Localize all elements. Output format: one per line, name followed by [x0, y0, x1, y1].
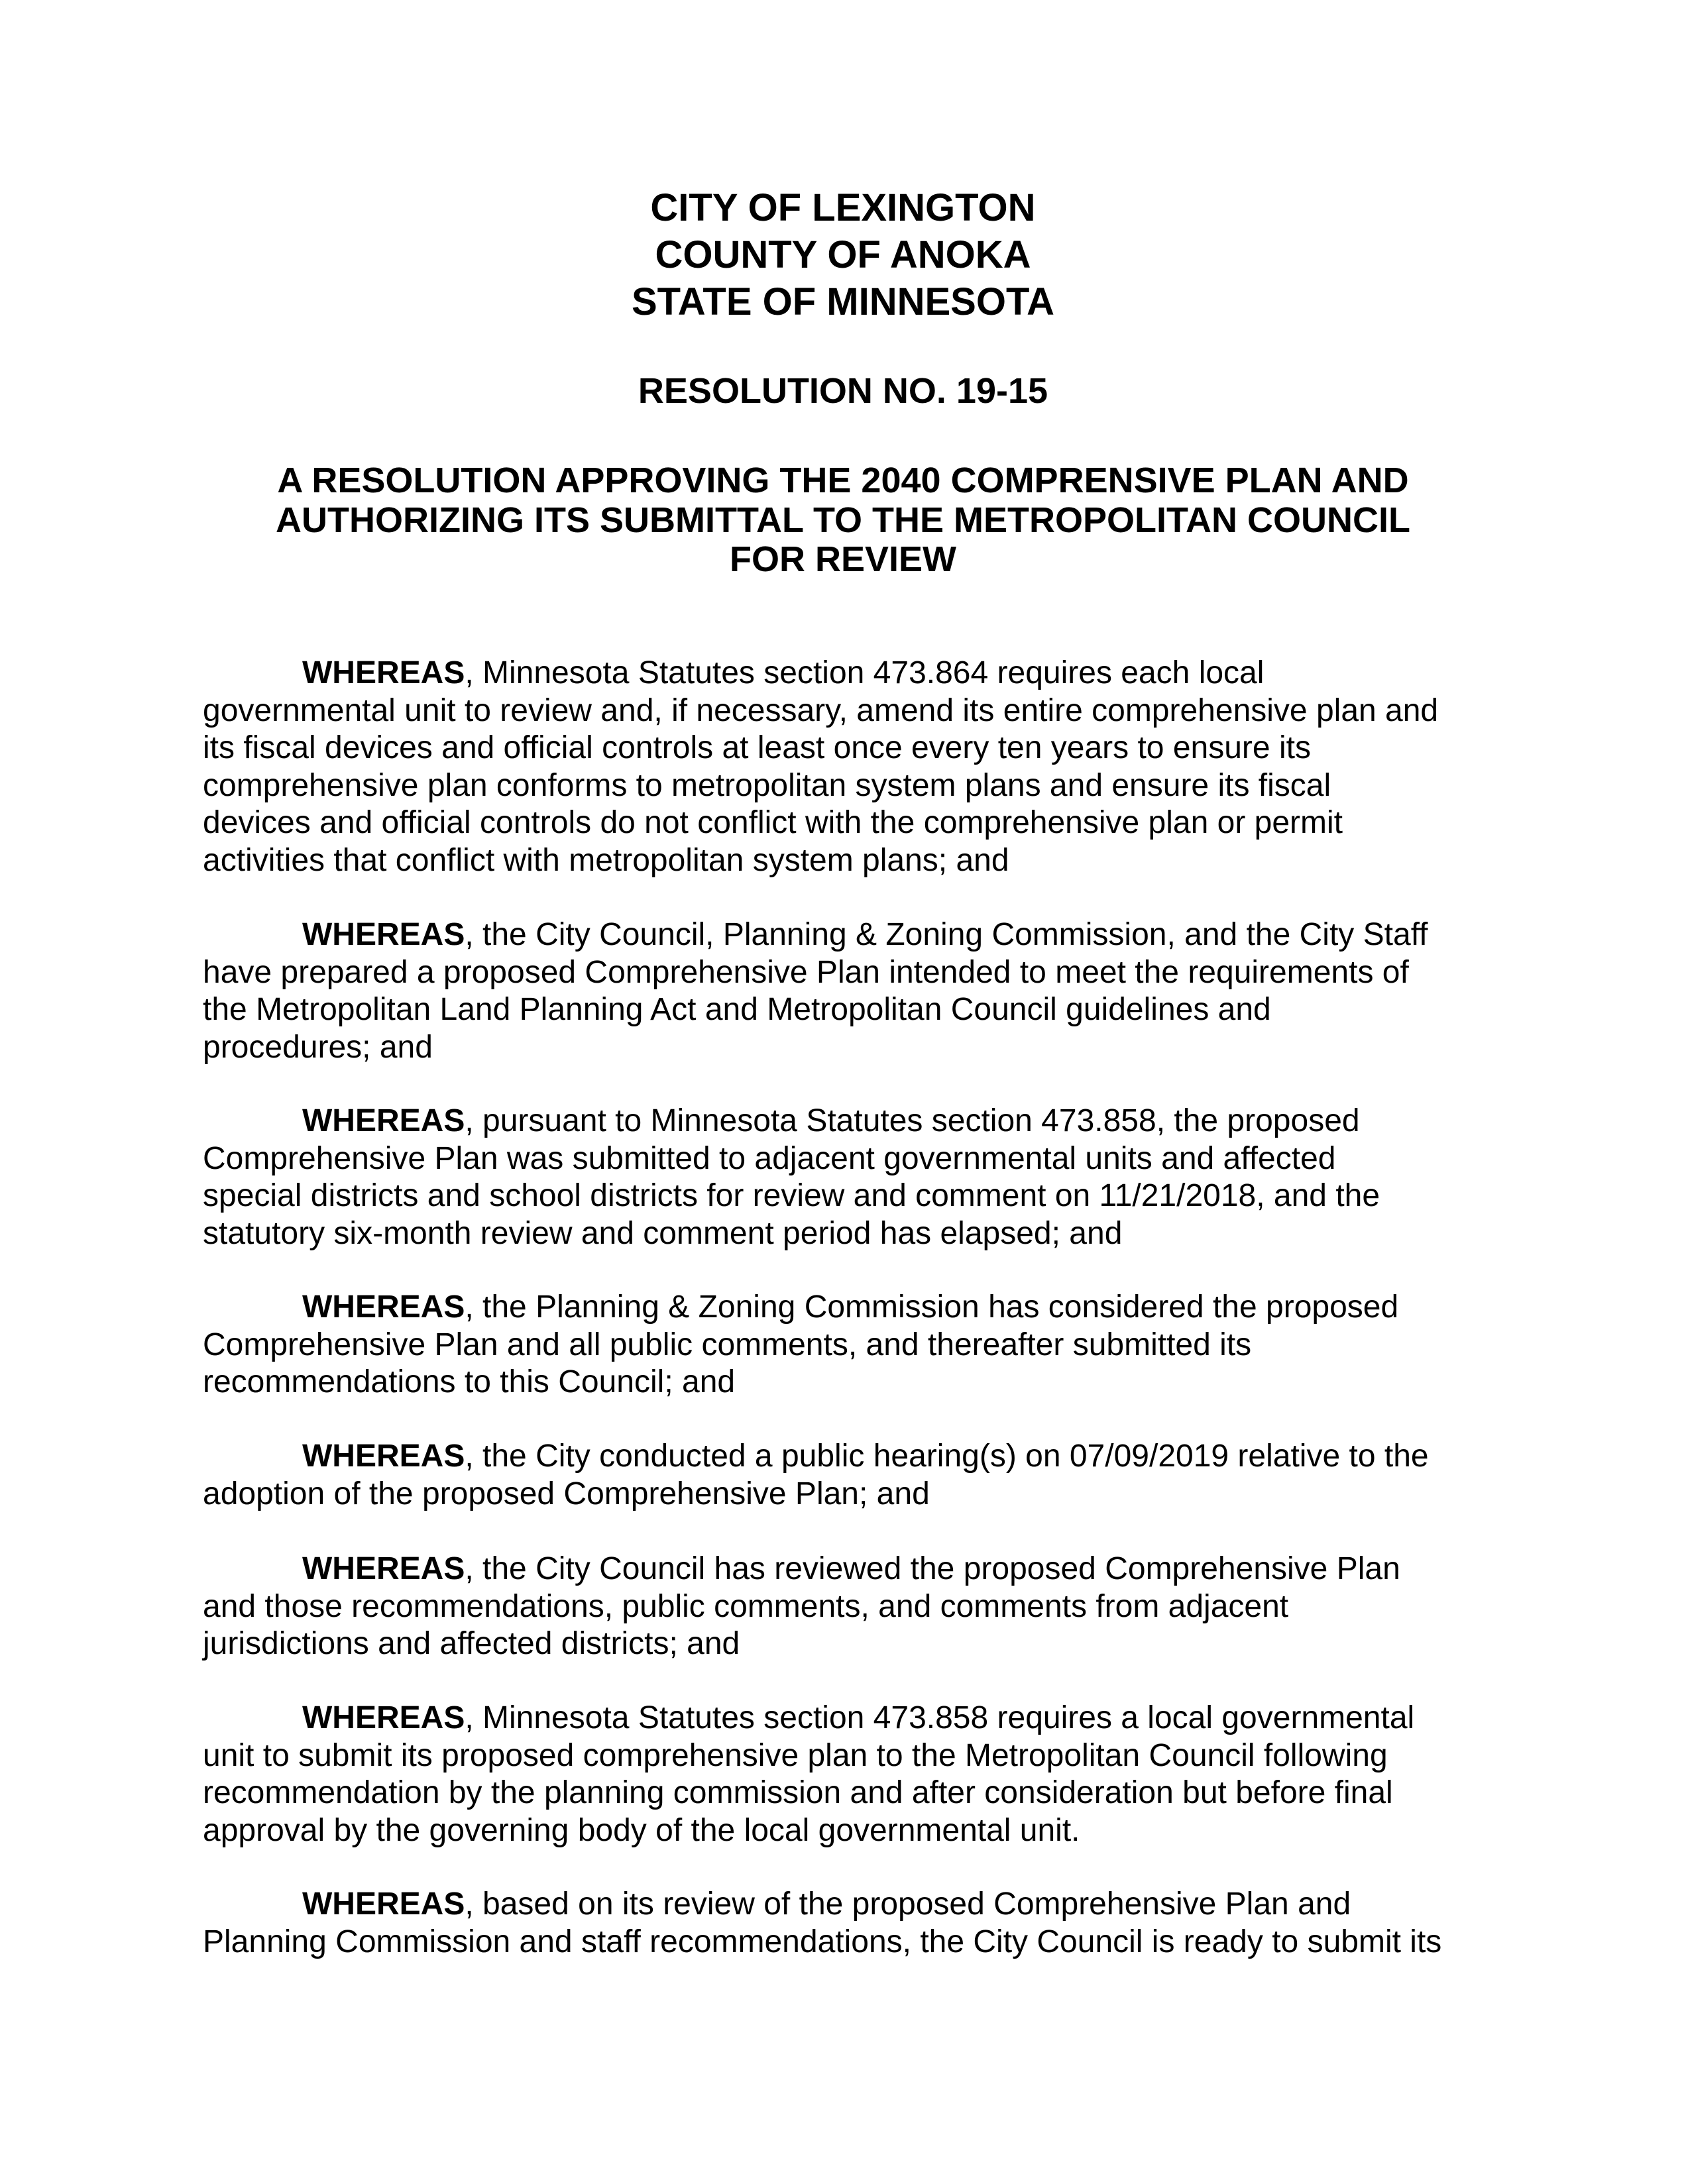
whereas-paragraph — [203, 916, 1502, 1066]
header-city: CITY OF LEXINGTON — [650, 186, 1036, 229]
paragraph-line: statutory six-month review and comment period has elapsed; and — [203, 1215, 1123, 1251]
header-state: STATE OF MINNESOTA — [632, 280, 1054, 323]
paragraph-line: and those recommendations, public comments, and comments from adjacent — [203, 1588, 1289, 1624]
paragraph-line: recommendation by the planning commission and after consideration but before final — [203, 1775, 1393, 1810]
header-county: COUNTY OF ANOKA — [655, 233, 1031, 276]
whereas-paragraph — [203, 1289, 1502, 1401]
paragraph-line: procedures; and — [203, 1029, 433, 1065]
paragraph-line: jurisdictions and affected districts; and — [203, 1626, 740, 1661]
whereas-paragraph — [203, 1103, 1502, 1252]
paragraph-line: Comprehensive Plan was submitted to adjacent governmental units and affected — [203, 1140, 1336, 1176]
whereas-paragraph — [203, 1438, 1502, 1513]
paragraph-line: special districts and school districts for review and comment on 11/21/2018, and the — [203, 1178, 1380, 1213]
whereas-paragraph — [203, 1886, 1502, 1961]
paragraph-line: comprehensive plan conforms to metropolitan system plans and ensure its fiscal — [203, 767, 1331, 803]
whereas-paragraph — [203, 1551, 1502, 1663]
resolution-title-line-3: FOR REVIEW — [729, 539, 956, 579]
whereas-keyword: WHEREAS — [302, 1439, 465, 1474]
paragraph-line: governmental unit to review and, if necessary, amend its entire comprehensive plan and — [203, 692, 1439, 728]
paragraph-line: the Metropolitan Land Planning Act and Metropolitan Council guidelines and — [203, 992, 1271, 1027]
paragraph-line: recommendations to this Council; and — [203, 1364, 736, 1399]
paragraph-line: devices and official controls do not conflict with the comprehensive plan or permit — [203, 805, 1343, 840]
whereas-paragraph — [203, 1700, 1502, 1849]
paragraph-line: have prepared a proposed Comprehensive Plan intended to meet the requirements of — [203, 954, 1409, 990]
paragraph-line: unit to submit its proposed comprehensive plan to the Metropolitan Council following — [203, 1737, 1388, 1773]
paragraph-line: adoption of the proposed Comprehensive Plan; and — [203, 1476, 930, 1511]
whereas-keyword: WHEREAS — [302, 917, 465, 952]
paragraph-line: WHEREAS, the Planning & Zoning Commission has considered the proposed — [302, 1289, 1399, 1325]
paragraph-line: WHEREAS, the City Council, Planning & Zoning Commission, and the City Staff — [302, 917, 1428, 952]
whereas-keyword: WHEREAS — [302, 655, 465, 690]
paragraph-line: Planning Commission and staff recommendations, the City Council is ready to submit its — [203, 1924, 1442, 1959]
paragraph-line: WHEREAS, based on its review of the proposed Comprehensive Plan and — [302, 1886, 1351, 1922]
whereas-keyword: WHEREAS — [302, 1289, 465, 1325]
paragraph-line: WHEREAS, Minnesota Statutes section 473.858 requires a local governmental — [302, 1700, 1415, 1735]
whereas-paragraph — [203, 655, 1502, 879]
resolution-title-line-2: AUTHORIZING ITS SUBMITTAL TO THE METROPOLITAN COUNCIL — [276, 500, 1410, 540]
paragraph-line: WHEREAS, the City conducted a public hearing(s) on 07/09/2019 relative to the — [302, 1439, 1429, 1474]
resolution-title-line-1: A RESOLUTION APPROVING THE 2040 COMPRENSIVE PLAN AND — [277, 461, 1409, 500]
paragraph-line: activities that conflict with metropolitan system plans; and — [203, 842, 1009, 878]
paragraph-line: its fiscal devices and official controls at least once every ten years to ensure its — [203, 730, 1311, 765]
paragraph-line: WHEREAS, pursuant to Minnesota Statutes section 473.858, the proposed — [302, 1103, 1360, 1138]
paragraph-line: WHEREAS, the City Council has reviewed the proposed Comprehensive Plan — [302, 1551, 1400, 1586]
whereas-keyword: WHEREAS — [302, 1103, 465, 1138]
whereas-keyword: WHEREAS — [302, 1551, 465, 1586]
paragraph-line: approval by the governing body of the local governmental unit. — [203, 1812, 1080, 1848]
paragraph-line: WHEREAS, Minnesota Statutes section 473.864 requires each local — [302, 655, 1264, 690]
whereas-keyword: WHEREAS — [302, 1700, 465, 1735]
resolution-number: RESOLUTION NO. 19-15 — [638, 371, 1048, 411]
whereas-keyword: WHEREAS — [302, 1886, 465, 1922]
paragraph-line: Comprehensive Plan and all public comments, and thereafter submitted its — [203, 1327, 1252, 1362]
